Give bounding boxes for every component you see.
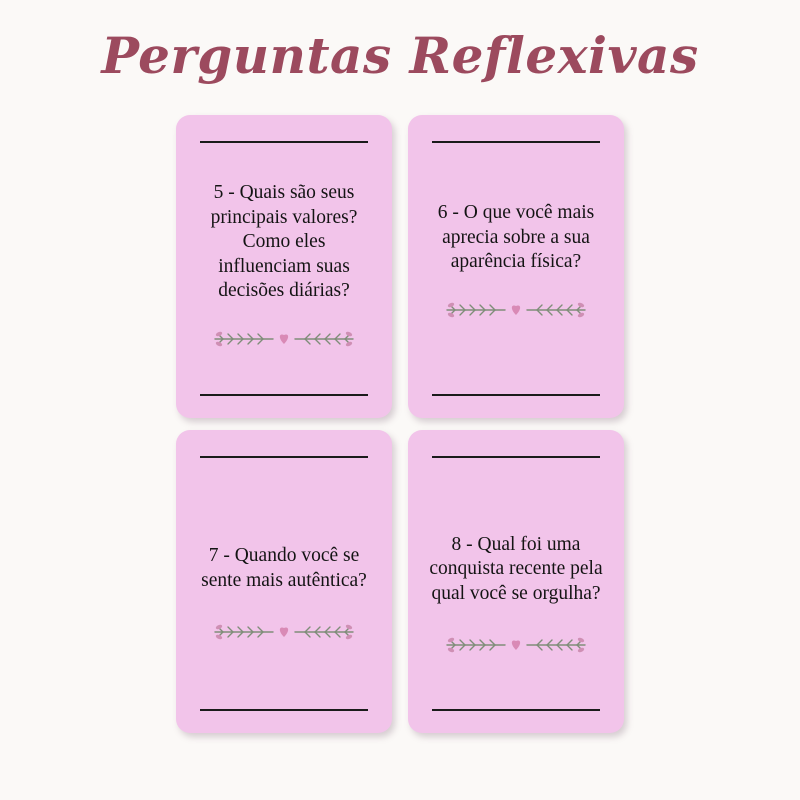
floral-divider-icon [209,619,359,645]
question-text: 5 - Quais são seus principais valores? Como eles influenciam suas decisões diárias? [210,182,358,302]
card-bottom-rule [432,709,600,711]
heart-icon [512,305,520,314]
floral-divider-icon [209,326,359,352]
card-body [426,458,606,709]
question-text: 6 - O que você mais aprecia sobre a sua aparência física? [437,202,595,273]
question-card-8[interactable] [408,430,624,733]
card-bottom-rule [432,394,600,396]
question-card-5[interactable] [176,115,392,418]
card-bottom-rule [200,709,368,711]
card-body [426,143,606,394]
cards-grid [176,115,624,733]
card-body [194,458,374,709]
question-text: 7 - Quando você se sente mais autêntica? [201,544,367,591]
question-card-6[interactable] [408,115,624,418]
heart-icon [280,334,288,343]
question-card-7[interactable] [176,430,392,733]
heart-icon [512,641,520,650]
card-bottom-rule [200,394,368,396]
card-body [194,143,374,394]
heart-icon [280,628,288,637]
floral-divider-icon [441,297,591,323]
question-text: 8 - Qual foi uma conquista recente pela qual você se orgulha? [429,533,603,604]
floral-divider-icon [441,632,591,658]
page-title: Perguntas Reflexivas [101,26,699,85]
